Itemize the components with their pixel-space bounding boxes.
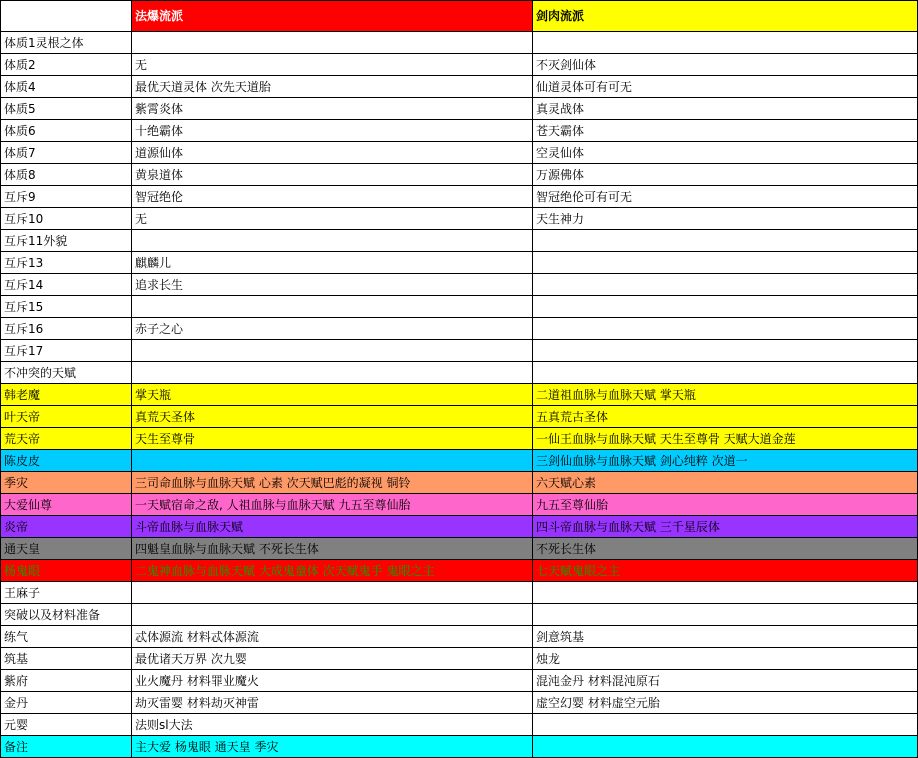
style-b-cell: 五真荒古圣体	[533, 406, 918, 428]
table-row	[1, 252, 918, 274]
style-a-cell: 业火魔丹 材料罪业魔火	[132, 670, 533, 692]
row-label-cell: 通天皇	[1, 538, 132, 560]
table-row	[1, 362, 918, 384]
table-row	[1, 274, 918, 296]
table-row	[1, 450, 918, 472]
table-row	[1, 54, 918, 76]
row-label-cell: 练气	[1, 626, 132, 648]
row-label-cell: 杨鬼眼	[1, 560, 132, 582]
style-b-cell	[533, 32, 918, 54]
table-row	[1, 626, 918, 648]
style-b-cell	[533, 582, 918, 604]
style-b-cell: 四斗帝血脉与血脉天赋 三千星辰体	[533, 516, 918, 538]
table-row	[1, 76, 918, 98]
row-label-cell: 互斥13	[1, 252, 132, 274]
style-a-cell: 主大爱 杨鬼眼 通天皇 季灾	[132, 736, 533, 758]
row-label-cell: 体质1灵根之体	[1, 32, 132, 54]
style-a-cell: 二鬼神血脉与血脉天赋 大成鬼童体 次天赋鬼手 鬼眼之主	[132, 560, 533, 582]
row-label-cell: 互斥14	[1, 274, 132, 296]
style-b-cell: 苍天霸体	[533, 120, 918, 142]
style-a-cell: 斗帝血脉与血脉天赋	[132, 516, 533, 538]
style-b-cell: 天生神力	[533, 208, 918, 230]
table-row	[1, 142, 918, 164]
table-row	[1, 120, 918, 142]
style-a-cell	[132, 340, 533, 362]
table-row	[1, 736, 918, 758]
style-b-cell	[533, 296, 918, 318]
style-a-cell: 三司命血脉与血脉天赋 心素 次天赋巴彪的凝视 铜铃	[132, 472, 533, 494]
table-row	[1, 208, 918, 230]
header-style-a: 法爆流派	[132, 1, 533, 32]
style-b-cell: 智冠绝伦可有可无	[533, 186, 918, 208]
row-label-cell: 紫府	[1, 670, 132, 692]
style-b-cell	[533, 362, 918, 384]
table-row	[1, 648, 918, 670]
style-b-cell: 不死长生体	[533, 538, 918, 560]
table-row	[1, 98, 918, 120]
style-a-cell: 法则sl大法	[132, 714, 533, 736]
row-label-cell: 体质5	[1, 98, 132, 120]
style-a-cell: 天生至尊骨	[132, 428, 533, 450]
style-a-cell: 黄泉道体	[132, 164, 533, 186]
row-label-cell: 叶天帝	[1, 406, 132, 428]
row-label-cell: 季灾	[1, 472, 132, 494]
style-a-cell	[132, 362, 533, 384]
row-label-cell: 韩老魔	[1, 384, 132, 406]
style-b-cell	[533, 340, 918, 362]
row-label-cell: 不冲突的天赋	[1, 362, 132, 384]
header-label-cell	[1, 1, 132, 32]
style-a-cell	[132, 582, 533, 604]
row-label-cell: 备注	[1, 736, 132, 758]
style-a-cell	[132, 230, 533, 252]
row-label-cell: 突破以及材料准备	[1, 604, 132, 626]
style-b-cell	[533, 318, 918, 340]
style-b-cell: 七天赋鬼眼之主	[533, 560, 918, 582]
row-label-cell: 体质6	[1, 120, 132, 142]
row-label-cell: 互斥10	[1, 208, 132, 230]
table-row	[1, 186, 918, 208]
row-label-cell: 元婴	[1, 714, 132, 736]
row-label-cell: 荒天帝	[1, 428, 132, 450]
style-a-cell: 追求长生	[132, 274, 533, 296]
style-b-cell: 空灵仙体	[533, 142, 918, 164]
row-label-cell: 体质7	[1, 142, 132, 164]
style-b-cell: 二道祖血脉与血脉天赋 掌天瓶	[533, 384, 918, 406]
table-row	[1, 384, 918, 406]
table-row	[1, 714, 918, 736]
style-a-cell: 忒体源流 材料忒体源流	[132, 626, 533, 648]
table-row	[1, 538, 918, 560]
style-a-cell: 无	[132, 208, 533, 230]
row-label-cell: 王麻子	[1, 582, 132, 604]
table-row	[1, 318, 918, 340]
row-label-cell: 筑基	[1, 648, 132, 670]
row-label-cell: 互斥15	[1, 296, 132, 318]
style-a-cell: 最优天道灵体 次先天道胎	[132, 76, 533, 98]
table-header-row	[1, 1, 918, 32]
table-row	[1, 516, 918, 538]
style-a-cell: 四魁皇血脉与血脉天赋 不死长生体	[132, 538, 533, 560]
table-row	[1, 560, 918, 582]
row-label-cell: 体质8	[1, 164, 132, 186]
row-label-cell: 互斥17	[1, 340, 132, 362]
style-b-cell: 九五至尊仙胎	[533, 494, 918, 516]
row-label-cell: 陈皮皮	[1, 450, 132, 472]
row-label-cell: 互斥11外貌	[1, 230, 132, 252]
style-b-cell: 不灭剑仙体	[533, 54, 918, 76]
style-a-cell	[132, 32, 533, 54]
style-a-cell: 无	[132, 54, 533, 76]
style-b-cell	[533, 230, 918, 252]
style-b-cell: 混沌金丹 材料混沌原石	[533, 670, 918, 692]
style-b-cell	[533, 714, 918, 736]
style-b-cell	[533, 604, 918, 626]
table-row	[1, 296, 918, 318]
style-b-cell: 仙道灵体可有可无	[533, 76, 918, 98]
header-style-b: 剑肉流派	[533, 1, 918, 32]
style-a-cell: 一天赋宿命之敌, 人祖血脉与血脉天赋 九五至尊仙胎	[132, 494, 533, 516]
style-a-cell: 劫灭雷婴 材料劫灭神雷	[132, 692, 533, 714]
style-b-cell: 烛龙	[533, 648, 918, 670]
style-a-cell: 麒麟儿	[132, 252, 533, 274]
style-b-cell: 万源佛体	[533, 164, 918, 186]
table-row	[1, 406, 918, 428]
style-a-cell: 道源仙体	[132, 142, 533, 164]
style-b-cell: 真灵战体	[533, 98, 918, 120]
table-row	[1, 582, 918, 604]
table-row	[1, 428, 918, 450]
style-b-cell: 一仙王血脉与血脉天赋 天生至尊骨 天赋大道金莲	[533, 428, 918, 450]
style-b-cell	[533, 252, 918, 274]
row-label-cell: 金丹	[1, 692, 132, 714]
style-b-cell: 虚空幻婴 材料虚空元胎	[533, 692, 918, 714]
style-a-cell: 掌天瓶	[132, 384, 533, 406]
style-a-cell	[132, 296, 533, 318]
style-b-cell: 六天赋心素	[533, 472, 918, 494]
style-a-cell: 赤子之心	[132, 318, 533, 340]
table-row	[1, 164, 918, 186]
style-a-cell	[132, 604, 533, 626]
table-row	[1, 230, 918, 252]
table-row	[1, 32, 918, 54]
style-b-cell	[533, 736, 918, 758]
style-a-cell: 十绝霸体	[132, 120, 533, 142]
row-label-cell: 体质2	[1, 54, 132, 76]
row-label-cell: 炎帝	[1, 516, 132, 538]
table-row	[1, 340, 918, 362]
style-a-cell: 智冠绝伦	[132, 186, 533, 208]
style-a-cell	[132, 450, 533, 472]
style-a-cell: 真荒天圣体	[132, 406, 533, 428]
style-b-cell: 剑意筑基	[533, 626, 918, 648]
table-body	[1, 1, 918, 758]
style-b-cell: 三剑仙血脉与血脉天赋 剑心纯粹 次道一	[533, 450, 918, 472]
table-row	[1, 494, 918, 516]
style-a-cell: 紫霄炎体	[132, 98, 533, 120]
table-row	[1, 670, 918, 692]
style-a-cell: 最优诸天万界 次九婴	[132, 648, 533, 670]
table-row	[1, 692, 918, 714]
style-b-cell	[533, 274, 918, 296]
table-row	[1, 604, 918, 626]
row-label-cell: 体质4	[1, 76, 132, 98]
table-row	[1, 472, 918, 494]
row-label-cell: 互斥16	[1, 318, 132, 340]
row-label-cell: 互斥9	[1, 186, 132, 208]
row-label-cell: 大爱仙尊	[1, 494, 132, 516]
